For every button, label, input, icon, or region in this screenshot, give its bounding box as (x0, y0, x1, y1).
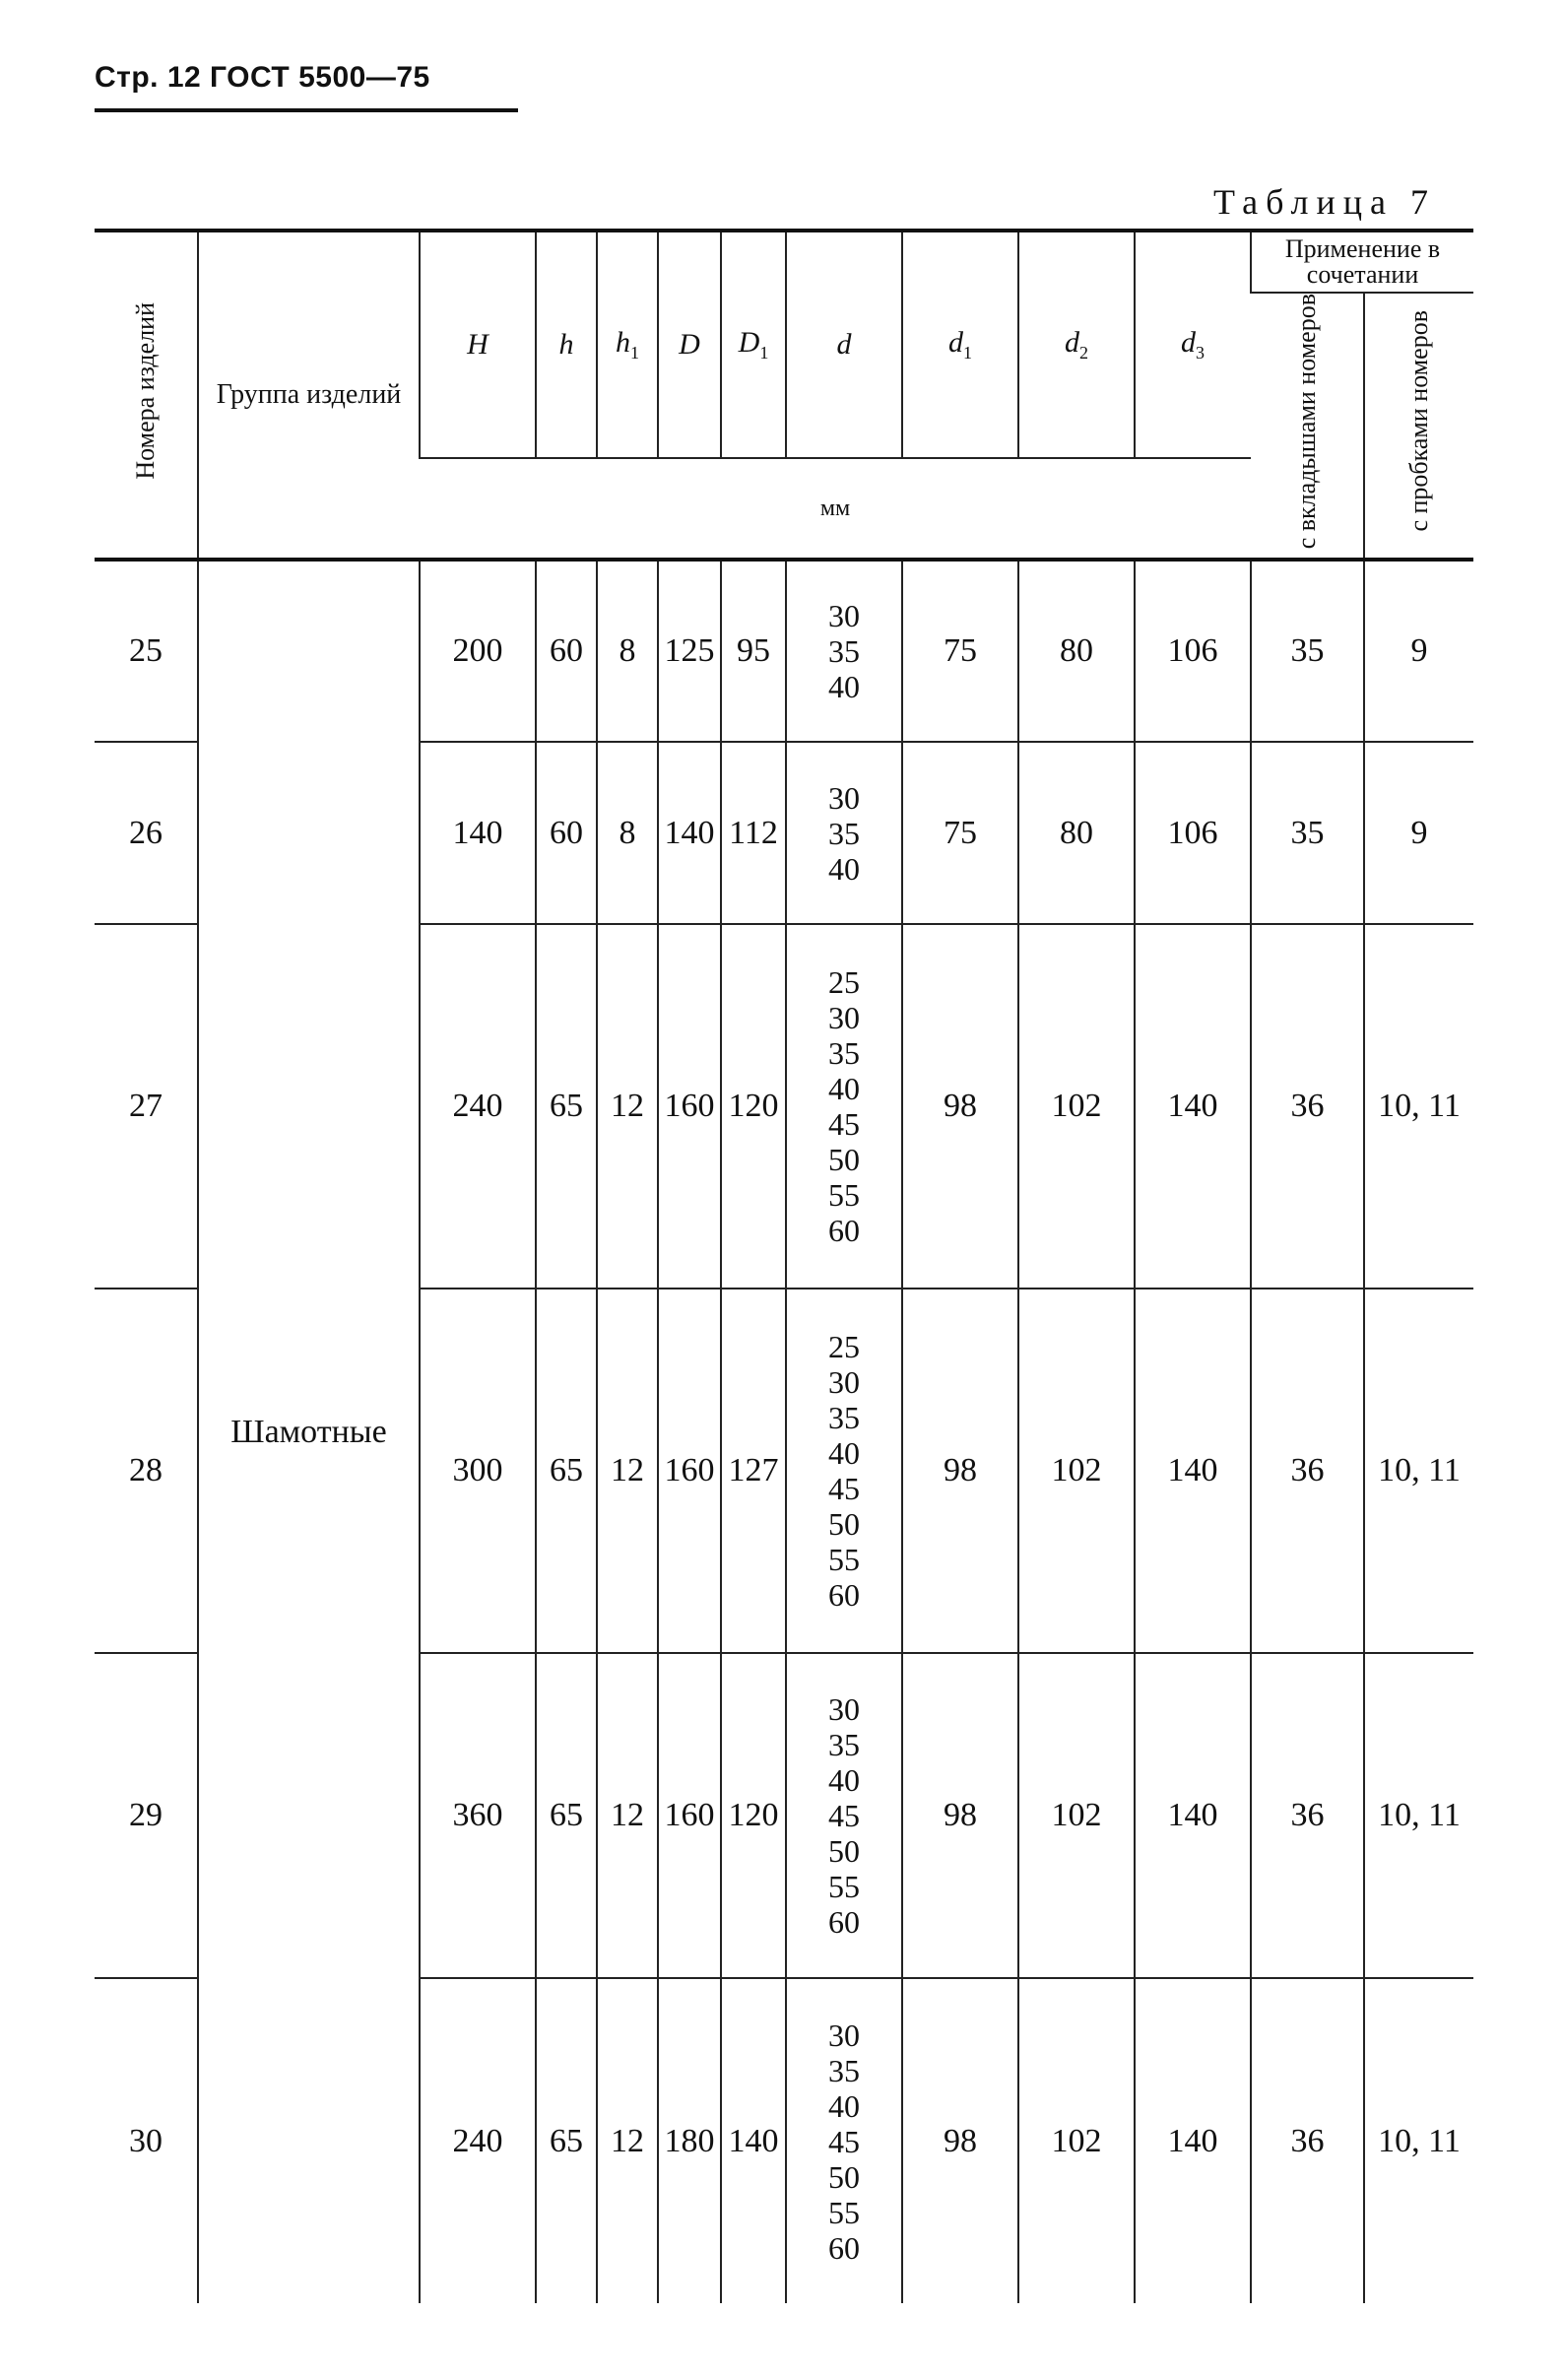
cell-d (786, 1653, 902, 1978)
cell-H: 360 (420, 1653, 536, 1978)
col-D-label: D (679, 328, 700, 362)
cell-d1: 98 (902, 1653, 1018, 1978)
cell-h: 65 (536, 1289, 597, 1653)
cell-d (786, 924, 902, 1289)
spec-table (95, 229, 1473, 2303)
cell-D1: 120 (721, 1653, 786, 1978)
col-h1-label: h (616, 326, 630, 360)
cell-d1: 98 (902, 1978, 1018, 2303)
cell-D1: 95 (721, 560, 786, 742)
table-container (95, 229, 1473, 2303)
cell-d-value: 30 (828, 2016, 860, 2053)
cell-d-value: 50 (828, 1142, 860, 1178)
cell-d-value: 60 (828, 1904, 860, 1941)
header-rule (95, 108, 518, 112)
col-H-header (420, 231, 536, 458)
cell-d-value: 45 (828, 1106, 860, 1143)
cell-h1: 8 (597, 560, 658, 742)
page-header: Стр. 12 ГОСТ 5500—75 (95, 61, 430, 94)
cell-d3: 106 (1135, 560, 1251, 742)
cell-d-value: 30 (828, 1691, 860, 1728)
col-D-header (658, 231, 721, 458)
cell-h: 65 (536, 1653, 597, 1978)
col-h1-subscript: 1 (630, 343, 639, 364)
col-plugs-label: с пробками номеров (1404, 310, 1434, 532)
table-body (95, 560, 1473, 2303)
cell-d2: 102 (1018, 1289, 1135, 1653)
cell-d-value: 55 (828, 1542, 860, 1578)
cell-d-value: 50 (828, 1506, 860, 1543)
cell-h: 60 (536, 560, 597, 742)
col-d1-header (902, 231, 1018, 458)
col-d2-label: d (1065, 326, 1079, 360)
col-plugs-header (1364, 293, 1473, 560)
cell-inserts: 36 (1251, 1978, 1364, 2303)
col-D1-header (721, 231, 786, 458)
col-h-header (536, 231, 597, 458)
cell-H: 240 (420, 924, 536, 1289)
cell-d-value: 30 (828, 1000, 860, 1036)
cell-D1: 112 (721, 742, 786, 924)
cell-D1: 120 (721, 924, 786, 1289)
cell-d-value: 60 (828, 1577, 860, 1614)
cell-group: Шамотные (198, 560, 420, 2303)
cell-D: 140 (658, 742, 721, 924)
col-d3-subscript: 3 (1196, 343, 1205, 364)
cell-inserts: 35 (1251, 742, 1364, 924)
cell-h1: 12 (597, 1978, 658, 2303)
cell-h: 60 (536, 742, 597, 924)
cell-plugs: 9 (1364, 742, 1473, 924)
cell-D: 160 (658, 1289, 721, 1653)
col-D1-label: D (738, 326, 760, 360)
cell-H: 240 (420, 1978, 536, 2303)
col-number-header (95, 231, 198, 560)
cell-d (786, 560, 902, 742)
cell-d-value: 25 (828, 1329, 860, 1365)
cell-d3: 140 (1135, 1653, 1251, 1978)
cell-d2: 102 (1018, 1653, 1135, 1978)
cell-plugs: 10, 11 (1364, 1978, 1473, 2303)
cell-H: 140 (420, 742, 536, 924)
col-h-label: h (558, 328, 574, 362)
cell-h1: 8 (597, 742, 658, 924)
cell-d-value: 60 (828, 2229, 860, 2266)
cell-d (786, 1289, 902, 1653)
cell-d1: 98 (902, 924, 1018, 1289)
cell-d-value: 55 (828, 2194, 860, 2230)
cell-d (786, 742, 902, 924)
cell-plugs: 10, 11 (1364, 924, 1473, 1289)
cell-d-value: 35 (828, 1035, 860, 1072)
cell-d-value: 55 (828, 1177, 860, 1214)
cell-d1: 98 (902, 1289, 1018, 1653)
cell-d-value: 30 (828, 779, 860, 816)
cell-d-value: 55 (828, 1869, 860, 1905)
cell-number: 25 (95, 560, 198, 742)
table-caption: Таблица 7 (1213, 182, 1436, 222)
col-group-label: Группа изделий (216, 379, 402, 411)
cell-number: 28 (95, 1289, 198, 1653)
cell-D: 160 (658, 924, 721, 1289)
cell-h: 65 (536, 924, 597, 1289)
cell-d-value: 35 (828, 1727, 860, 1763)
cell-number: 27 (95, 924, 198, 1289)
cell-D1: 140 (721, 1978, 786, 2303)
cell-d-value: 45 (828, 2123, 860, 2159)
units-label: мм (819, 495, 851, 521)
cell-d-value: 35 (828, 633, 860, 670)
cell-H: 300 (420, 1289, 536, 1653)
cell-d-value: 35 (828, 815, 860, 851)
cell-number: 30 (129, 2122, 163, 2159)
cell-D: 160 (658, 1653, 721, 1978)
cell-d-value: 40 (828, 850, 860, 887)
cell-d-value: 25 (828, 964, 860, 1001)
col-application-label: Применение в сочетании (1284, 234, 1441, 289)
cell-d-value: 45 (828, 1471, 860, 1507)
cell-plugs: 10, 11 (1364, 1653, 1473, 1978)
col-d2-header (1018, 231, 1135, 458)
cell-d2: 80 (1018, 742, 1135, 924)
cell-h: 65 (536, 1978, 597, 2303)
col-d3-label: d (1181, 326, 1196, 360)
col-d2-subscript: 2 (1079, 343, 1088, 364)
col-D1-subscript: 1 (759, 343, 769, 364)
col-application-header (1251, 231, 1473, 293)
cell-d-value: 35 (828, 2052, 860, 2088)
table-row (95, 560, 1473, 742)
col-h1-header (597, 231, 658, 458)
cell-D: 125 (658, 560, 721, 742)
col-d3-header (1135, 231, 1251, 458)
col-d1-label: d (948, 326, 963, 360)
cell-d1: 75 (902, 742, 1018, 924)
col-inserts-header (1251, 293, 1364, 560)
col-group-header (198, 231, 420, 560)
cell-h1: 12 (597, 1653, 658, 1978)
cell-h1: 12 (597, 924, 658, 1289)
cell-inserts: 36 (1251, 1653, 1364, 1978)
cell-d-value: 40 (828, 1071, 860, 1107)
cell-h1: 12 (597, 1289, 658, 1653)
cell-D1: 127 (721, 1289, 786, 1653)
cell-D: 180 (658, 1978, 721, 2303)
col-inserts-label: с вкладышами номеров (1292, 294, 1322, 550)
cell-d1: 75 (902, 560, 1018, 742)
units-header (420, 458, 1251, 560)
col-H-label: H (467, 328, 489, 362)
cell-d3: 106 (1135, 742, 1251, 924)
cell-d-value: 30 (828, 1364, 860, 1401)
cell-H: 200 (420, 560, 536, 742)
cell-d3: 140 (1135, 1978, 1251, 2303)
cell-d-value: 50 (828, 2158, 860, 2195)
cell-plugs: 9 (1364, 560, 1473, 742)
cell-d2: 80 (1018, 560, 1135, 742)
cell-plugs: 10, 11 (1364, 1289, 1473, 1653)
col-d-header (786, 231, 902, 458)
cell-d-value: 40 (828, 1435, 860, 1472)
cell-d (786, 1978, 902, 2303)
cell-d-value: 40 (828, 2087, 860, 2124)
col-d1-subscript: 1 (963, 343, 972, 364)
cell-d-value: 45 (828, 1798, 860, 1834)
cell-inserts: 36 (1251, 924, 1364, 1289)
cell-d-value: 35 (828, 1400, 860, 1436)
cell-d3: 140 (1135, 1289, 1251, 1653)
cell-d3: 140 (1135, 924, 1251, 1289)
cell-d-value: 40 (828, 1762, 860, 1799)
col-d-label: d (836, 328, 852, 362)
cell-d2: 102 (1018, 1978, 1135, 2303)
cell-d-value: 30 (828, 598, 860, 634)
cell-d-value: 60 (828, 1213, 860, 1249)
cell-number: 26 (95, 742, 198, 924)
cell-d-value: 40 (828, 669, 860, 705)
cell-number: 29 (95, 1653, 198, 1978)
cell-inserts: 36 (1251, 1289, 1364, 1653)
cell-d2: 102 (1018, 924, 1135, 1289)
col-number-label: Номера изделий (131, 301, 161, 480)
cell-d-value: 50 (828, 1833, 860, 1870)
cell-inserts: 35 (1251, 560, 1364, 742)
